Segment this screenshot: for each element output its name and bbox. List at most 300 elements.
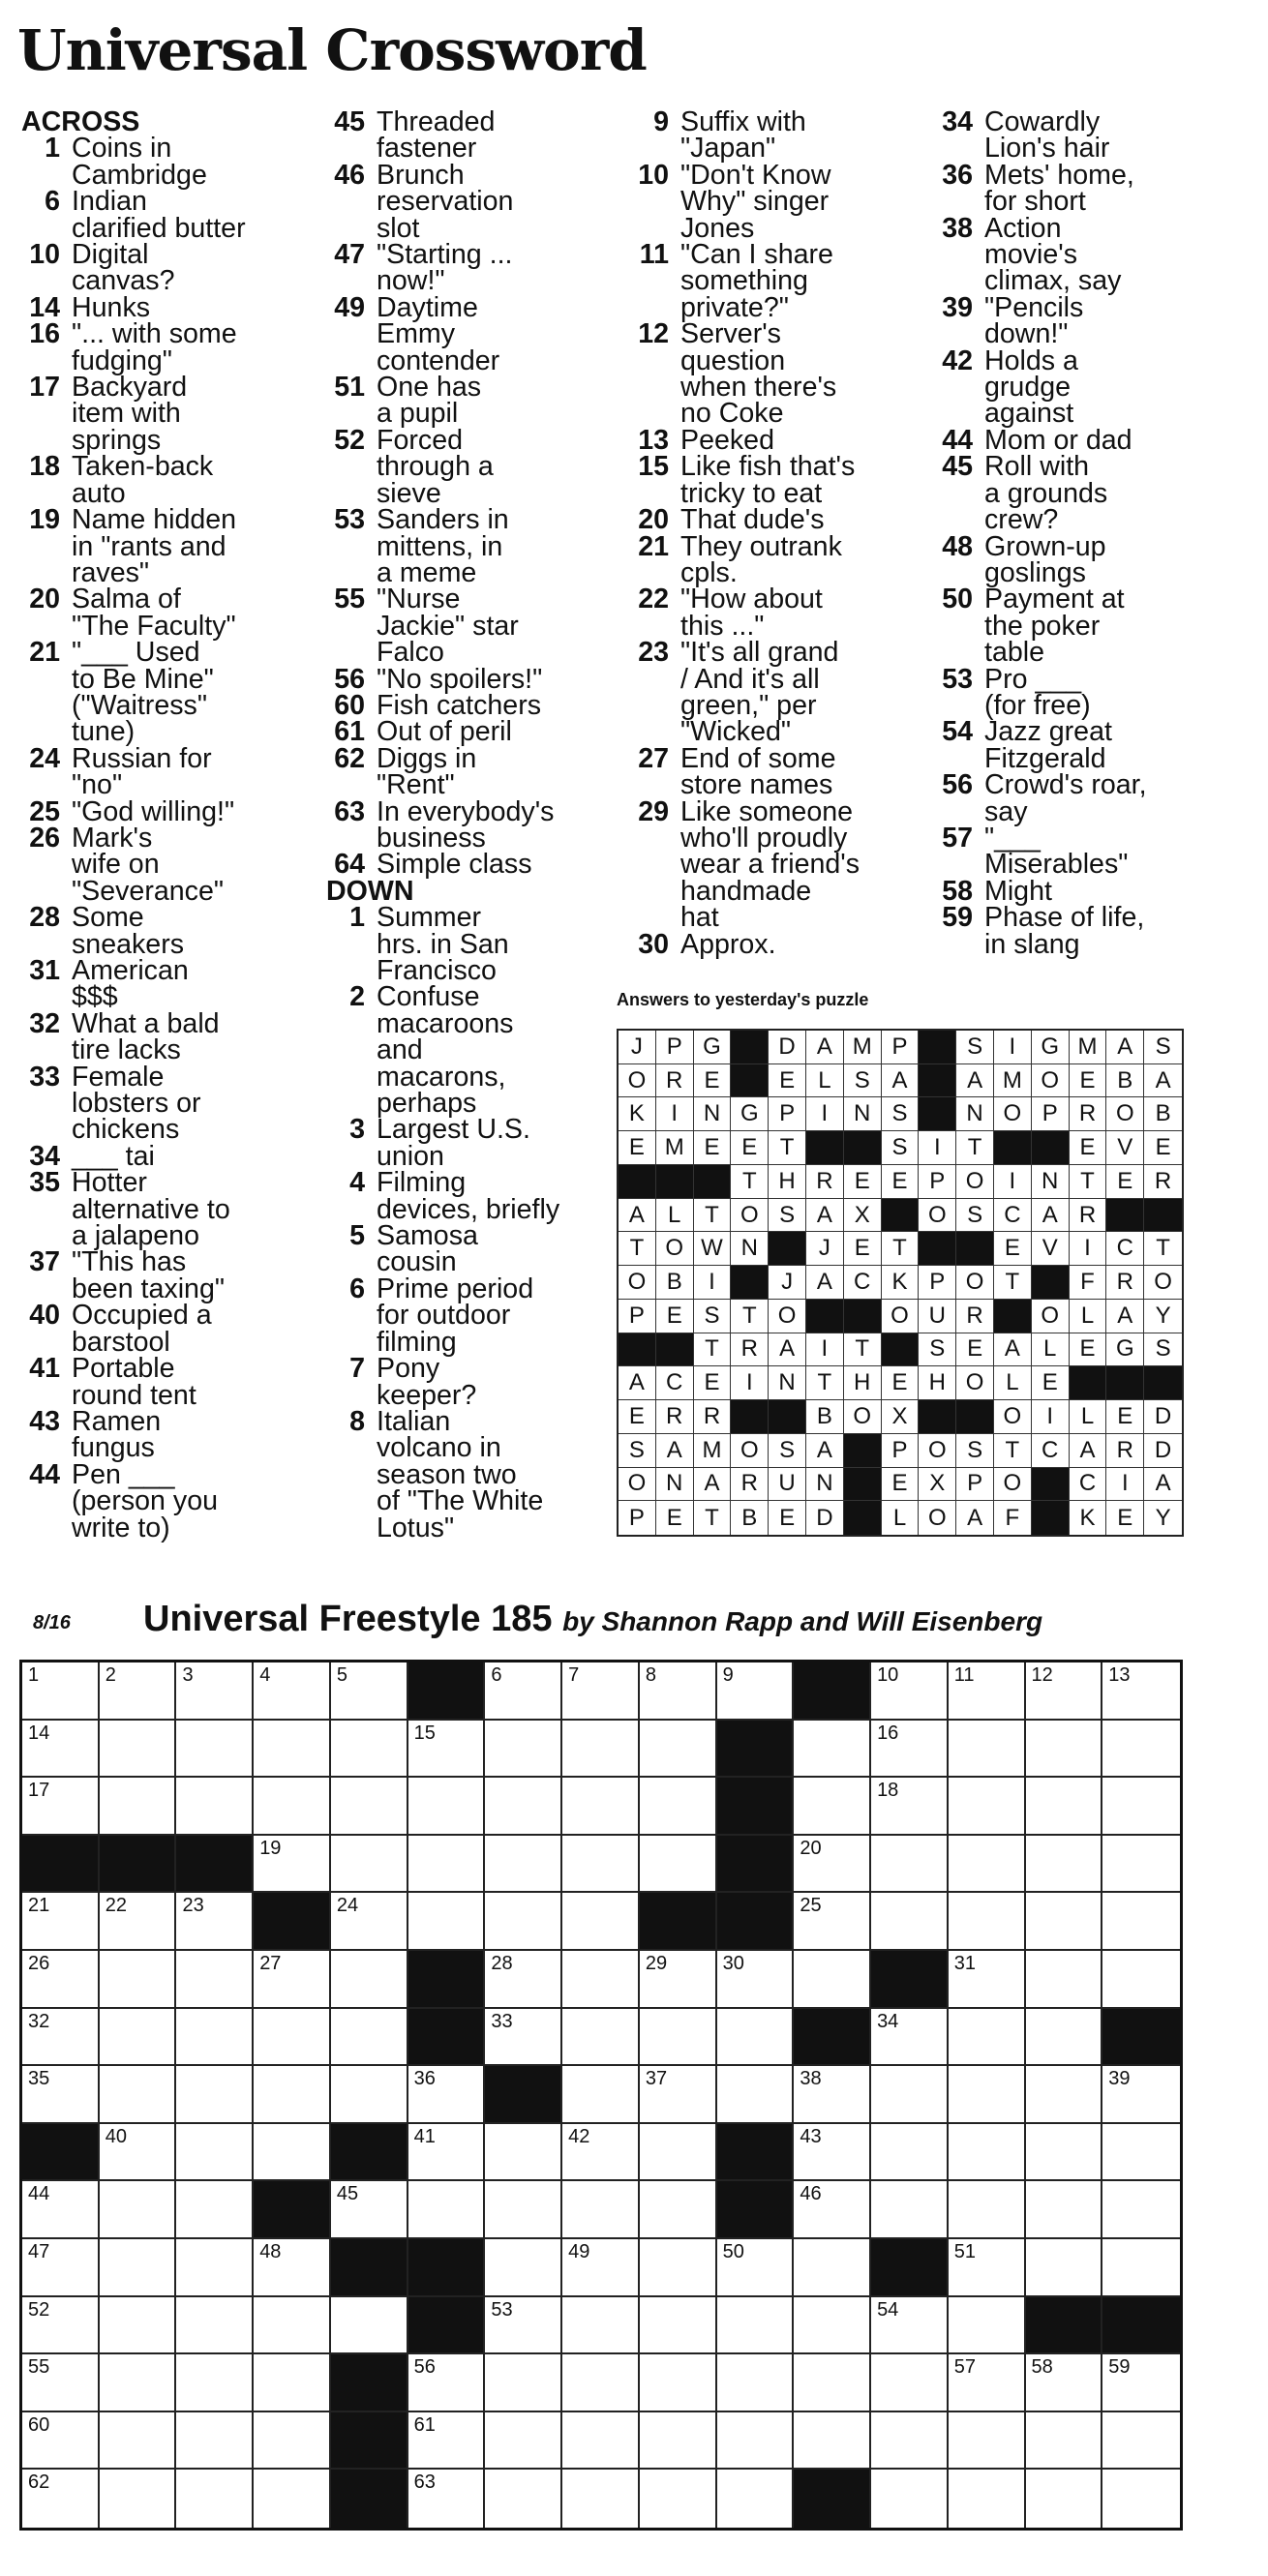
grid-cell[interactable]: [949, 2066, 1026, 2124]
grid-cell[interactable]: [100, 1951, 177, 2009]
grid-cell[interactable]: [717, 2009, 795, 2067]
grid-cell[interactable]: [22, 2066, 100, 2124]
clue-number: 8: [349, 1405, 365, 1437]
grid-cell[interactable]: [794, 1778, 871, 1836]
grid-cell[interactable]: [1026, 2412, 1103, 2471]
answer-block: [882, 1199, 920, 1233]
clue-line: slot: [377, 212, 420, 244]
grid-cell[interactable]: [331, 2066, 408, 2124]
grid-number: 43: [800, 2125, 822, 2147]
clue-line: "Japan": [680, 133, 776, 165]
grid-block: [1102, 2009, 1180, 2067]
grid-cell[interactable]: [485, 1778, 562, 1836]
grid-cell[interactable]: [485, 2470, 562, 2528]
grid-cell[interactable]: [176, 1662, 254, 1721]
answer-letter: N: [1032, 1165, 1070, 1199]
grid-cell[interactable]: [100, 2181, 177, 2239]
grid-cell[interactable]: [254, 2297, 331, 2355]
grid-cell[interactable]: [640, 1778, 717, 1836]
grid-cell[interactable]: [562, 2354, 640, 2412]
clue-line: mittens, in: [377, 530, 503, 562]
grid-cell[interactable]: [485, 1662, 562, 1721]
clue-line: been taxing": [72, 1273, 226, 1304]
grid-cell[interactable]: [562, 1836, 640, 1894]
grid-cell[interactable]: [640, 2009, 717, 2067]
grid-cell[interactable]: [717, 2470, 795, 2528]
answer-letter: E: [1032, 1366, 1070, 1400]
grid-cell[interactable]: [176, 2412, 254, 2471]
grid-cell[interactable]: [871, 2124, 949, 2182]
clue-line: business: [377, 822, 486, 854]
grid-cell[interactable]: [100, 2009, 177, 2067]
grid-cell[interactable]: [254, 2239, 331, 2297]
grid-cell[interactable]: [562, 2297, 640, 2355]
grid-cell[interactable]: [408, 2412, 486, 2471]
clue: [326, 716, 609, 748]
clue-text: [680, 424, 919, 456]
grid-cell[interactable]: [949, 1893, 1026, 1951]
answer-letter: O: [619, 1468, 656, 1502]
grid-cell[interactable]: [949, 1721, 1026, 1779]
grid-cell[interactable]: [408, 1836, 486, 1894]
grid-cell[interactable]: [1102, 2181, 1180, 2239]
clue-line: Samosa: [377, 1220, 478, 1252]
grid-cell[interactable]: [100, 2470, 177, 2528]
clue-number: 4: [349, 1167, 365, 1199]
clue: [21, 586, 302, 640]
grid-cell[interactable]: [562, 2181, 640, 2239]
grid-cell[interactable]: [640, 2124, 717, 2182]
grid-cell[interactable]: [485, 2354, 562, 2412]
answer-letter: S: [694, 1300, 732, 1333]
clue: [326, 159, 609, 244]
grid-cell[interactable]: [794, 1893, 871, 1951]
clue: [21, 504, 302, 588]
grid-cell[interactable]: [640, 2181, 717, 2239]
grid-cell[interactable]: [871, 1778, 949, 1836]
grid-cell[interactable]: [717, 2297, 795, 2355]
grid-cell[interactable]: [640, 2470, 717, 2528]
clue-column-3: [630, 106, 919, 960]
grid-cell[interactable]: [871, 2009, 949, 2067]
clue-line: Cambridge: [72, 159, 207, 191]
clue-line: Confuse: [377, 981, 480, 1013]
grid-cell[interactable]: [22, 2412, 100, 2471]
grid-cell[interactable]: [794, 2181, 871, 2239]
grid-cell[interactable]: [871, 2412, 949, 2471]
grid-cell[interactable]: [794, 2124, 871, 2182]
grid-cell[interactable]: [640, 2297, 717, 2355]
clue-text: [72, 955, 302, 1013]
clue-line: Suffix with: [680, 106, 806, 137]
clue-line: canvas?: [72, 265, 175, 297]
grid-cell[interactable]: [640, 2239, 717, 2297]
grid-cell[interactable]: [1102, 2470, 1180, 2528]
answer-letter: L: [806, 1064, 844, 1098]
grid-cell[interactable]: [176, 2354, 254, 2412]
grid-cell[interactable]: [562, 1721, 640, 1779]
answer-letter: J: [619, 1031, 656, 1064]
grid-cell[interactable]: [717, 2239, 795, 2297]
grid-cell[interactable]: [1102, 2354, 1180, 2412]
grid-cell[interactable]: [562, 2124, 640, 2182]
grid-cell[interactable]: [100, 2124, 177, 2182]
clue: [934, 424, 1188, 456]
grid-cell[interactable]: [949, 1951, 1026, 2009]
grid-cell[interactable]: [408, 1778, 486, 1836]
answer-letter: T: [994, 1266, 1032, 1300]
grid-cell[interactable]: [22, 1951, 100, 2009]
clue-number: 61: [334, 716, 365, 748]
grid-cell[interactable]: [717, 1951, 795, 2009]
grid-cell[interactable]: [485, 1836, 562, 1894]
grid-cell[interactable]: [1026, 2124, 1103, 2182]
clue-line: Digital: [72, 239, 149, 271]
grid-cell[interactable]: [871, 2297, 949, 2355]
clue-line: Francisco: [377, 955, 497, 986]
clue-text: [377, 1273, 609, 1358]
grid-cell[interactable]: [22, 2009, 100, 2067]
grid-cell[interactable]: [1102, 1721, 1180, 1779]
grid-cell[interactable]: [176, 2181, 254, 2239]
grid-cell[interactable]: [1026, 1778, 1103, 1836]
clue-line: Falco: [377, 637, 444, 669]
answer-letter: E: [1070, 1333, 1107, 1367]
grid-cell[interactable]: [254, 2470, 331, 2528]
grid-cell[interactable]: [1026, 2181, 1103, 2239]
grid-cell[interactable]: [408, 2181, 486, 2239]
answer-letter: I: [994, 1165, 1032, 1199]
grid-cell[interactable]: [254, 2124, 331, 2182]
grid-cell[interactable]: [949, 2239, 1026, 2297]
grid-cell[interactable]: [562, 2066, 640, 2124]
grid-cell[interactable]: [871, 1662, 949, 1721]
grid-cell[interactable]: [640, 1721, 717, 1779]
grid-cell[interactable]: [485, 2009, 562, 2067]
grid-cell[interactable]: [794, 2354, 871, 2412]
grid-cell[interactable]: [176, 2297, 254, 2355]
clue-line: Ramen: [72, 1405, 162, 1437]
grid-cell[interactable]: [794, 1721, 871, 1779]
grid-cell[interactable]: [562, 2239, 640, 2297]
grid-cell[interactable]: [408, 2354, 486, 2412]
grid-cell[interactable]: [22, 2297, 100, 2355]
clue-line: devices, briefly: [377, 1193, 560, 1225]
answer-block: [994, 1300, 1032, 1333]
grid-cell[interactable]: [331, 2009, 408, 2067]
clue: [21, 1061, 302, 1146]
grid-cell[interactable]: [176, 2009, 254, 2067]
clue-number: 6: [349, 1273, 365, 1304]
grid-cell[interactable]: [254, 2009, 331, 2067]
grid-cell[interactable]: [794, 1836, 871, 1894]
answer-block: [1106, 1199, 1144, 1233]
grid-cell[interactable]: [408, 2124, 486, 2182]
clue: [934, 291, 1188, 350]
answer-letter: T: [731, 1300, 769, 1333]
clue-line: and: [377, 1034, 423, 1066]
clue-number: 34: [29, 1140, 60, 1172]
grid-cell[interactable]: [176, 2239, 254, 2297]
clue-line: Largest U.S.: [377, 1114, 530, 1146]
clue: [630, 318, 919, 430]
grid-cell[interactable]: [408, 2066, 486, 2124]
grid-number: 35: [28, 2068, 50, 2090]
grid-cell[interactable]: [949, 2470, 1026, 2528]
grid-cell[interactable]: [1102, 2412, 1180, 2471]
grid-cell[interactable]: [1026, 1893, 1103, 1951]
grid-cell[interactable]: [949, 2009, 1026, 2067]
clue-text: [377, 374, 609, 428]
answer-letter: P: [882, 1434, 920, 1468]
grid-cell[interactable]: [949, 2412, 1026, 2471]
clue: [21, 1167, 302, 1252]
grid-number: 24: [336, 1895, 359, 1917]
grid-cell[interactable]: [871, 2181, 949, 2239]
grid-number: 6: [491, 1664, 502, 1686]
grid-cell[interactable]: [871, 2066, 949, 2124]
grid-cell[interactable]: [871, 1893, 949, 1951]
grid-cell[interactable]: [331, 2181, 408, 2239]
grid-cell[interactable]: [640, 1836, 717, 1894]
grid-cell[interactable]: [640, 1951, 717, 2009]
grid-number: 63: [413, 2471, 436, 2494]
grid-cell[interactable]: [871, 2470, 949, 2528]
grid-cell[interactable]: [22, 1721, 100, 1779]
clue-text: [377, 902, 609, 986]
grid-cell[interactable]: [100, 1778, 177, 1836]
grid-cell[interactable]: [1026, 1951, 1103, 2009]
grid-cell[interactable]: [331, 1836, 408, 1894]
grid-cell[interactable]: [485, 2239, 562, 2297]
answer-letter: O: [844, 1400, 882, 1434]
grid-cell[interactable]: [485, 2181, 562, 2239]
grid-cell[interactable]: [485, 2412, 562, 2471]
grid-cell[interactable]: [408, 1721, 486, 1779]
clue-line: private?": [680, 291, 789, 323]
grid-cell[interactable]: [949, 2297, 1026, 2355]
grid-number: 26: [28, 1952, 50, 1974]
grid-cell[interactable]: [331, 1778, 408, 1836]
grid-cell[interactable]: [949, 2124, 1026, 2182]
answer-letter: O: [994, 1400, 1032, 1434]
clue-line: In everybody's: [377, 795, 555, 827]
grid-cell[interactable]: [717, 2412, 795, 2471]
grid-cell[interactable]: [254, 1721, 331, 1779]
grid-cell[interactable]: [717, 2066, 795, 2124]
grid-cell[interactable]: [562, 2009, 640, 2067]
answer-letter: T: [731, 1165, 769, 1199]
answer-block: [1070, 1366, 1107, 1400]
grid-block: [794, 2009, 871, 2067]
grid-cell[interactable]: [176, 1721, 254, 1779]
grid-cell[interactable]: [331, 1951, 408, 2009]
grid-cell[interactable]: [1102, 2066, 1180, 2124]
clue-text: [72, 1007, 302, 1066]
grid-cell[interactable]: [176, 1778, 254, 1836]
answer-letter: A: [619, 1199, 656, 1233]
answer-letter: O: [882, 1300, 920, 1333]
grid-cell[interactable]: [485, 1721, 562, 1779]
clue-number: 14: [29, 291, 60, 323]
clue: [630, 530, 919, 588]
grid-cell[interactable]: [485, 2124, 562, 2182]
grid-number: 39: [1108, 2068, 1131, 2090]
clue-number: 42: [942, 344, 973, 376]
grid-cell[interactable]: [22, 2181, 100, 2239]
answer-letter: B: [806, 1400, 844, 1434]
grid-cell[interactable]: [794, 2239, 871, 2297]
grid-cell[interactable]: [100, 2066, 177, 2124]
clue: [630, 586, 919, 640]
grid-cell[interactable]: [1102, 1951, 1180, 2009]
clue-number: 64: [334, 849, 365, 881]
grid-number: 47: [28, 2240, 50, 2262]
answer-letter: A: [882, 1064, 920, 1098]
answer-block: [769, 1400, 806, 1434]
answer-letter: S: [769, 1434, 806, 1468]
clue-text: [984, 716, 1188, 774]
answer-letter: E: [656, 1501, 694, 1535]
grid-cell[interactable]: [22, 2354, 100, 2412]
grid-cell[interactable]: [22, 2239, 100, 2297]
grid-cell[interactable]: [562, 2470, 640, 2528]
grid-cell[interactable]: [1102, 2124, 1180, 2182]
answer-letter: S: [956, 1031, 994, 1064]
grid-cell[interactable]: [562, 1951, 640, 2009]
grid-cell[interactable]: [794, 2412, 871, 2471]
clue: [326, 424, 609, 509]
grid-cell[interactable]: [871, 1721, 949, 1779]
clue-text: [377, 716, 609, 748]
grid-cell[interactable]: [1102, 1778, 1180, 1836]
grid-number: 56: [413, 2356, 436, 2379]
grid-cell[interactable]: [254, 2066, 331, 2124]
clue-line: / And it's all: [680, 663, 820, 695]
grid-block: [408, 2239, 486, 2297]
clue-line: a pupil: [377, 398, 459, 430]
grid-cell[interactable]: [485, 2297, 562, 2355]
grid-cell[interactable]: [949, 1778, 1026, 1836]
clue-line: Action: [984, 212, 1062, 244]
grid-cell[interactable]: [562, 2412, 640, 2471]
grid-cell[interactable]: [562, 1778, 640, 1836]
grid-cell[interactable]: [640, 1662, 717, 1721]
grid-cell[interactable]: [254, 2412, 331, 2471]
grid-cell[interactable]: [176, 1951, 254, 2009]
grid-cell[interactable]: [22, 2470, 100, 2528]
grid-cell[interactable]: [100, 1662, 177, 1721]
grid-cell[interactable]: [871, 2354, 949, 2412]
grid-cell[interactable]: [100, 2354, 177, 2412]
grid-cell[interactable]: [1026, 2066, 1103, 2124]
grid-cell[interactable]: [331, 1721, 408, 1779]
grid-number: 21: [28, 1895, 50, 1917]
grid-cell[interactable]: [794, 2297, 871, 2355]
grid-cell[interactable]: [1102, 1662, 1180, 1721]
answer-letter: E: [956, 1333, 994, 1367]
grid-cell[interactable]: [1026, 1836, 1103, 1894]
grid-cell[interactable]: [254, 1662, 331, 1721]
grid-cell[interactable]: [408, 1893, 486, 1951]
grid-cell[interactable]: [100, 2297, 177, 2355]
grid-cell[interactable]: [562, 1662, 640, 1721]
grid-cell[interactable]: [100, 2412, 177, 2471]
grid-cell[interactable]: [1026, 2470, 1103, 2528]
grid-block: [408, 2009, 486, 2067]
grid-cell[interactable]: [717, 1662, 795, 1721]
grid-block: [254, 1893, 331, 1951]
grid-cell[interactable]: [1026, 2009, 1103, 2067]
grid-cell[interactable]: [640, 2066, 717, 2124]
clue-text: [72, 318, 302, 376]
grid-cell[interactable]: [1026, 1662, 1103, 1721]
clue: [326, 689, 609, 721]
clue-line: Fish catchers: [377, 689, 542, 721]
grid-cell[interactable]: [949, 2181, 1026, 2239]
clue-text: [72, 504, 302, 588]
grid-cell[interactable]: [176, 2124, 254, 2182]
answer-block: [844, 1468, 882, 1502]
grid-cell[interactable]: [1026, 2239, 1103, 2297]
grid-cell[interactable]: [485, 1893, 562, 1951]
grid-cell[interactable]: [254, 2354, 331, 2412]
grid-cell[interactable]: [254, 1778, 331, 1836]
grid-cell[interactable]: [176, 2066, 254, 2124]
grid-cell[interactable]: [254, 1951, 331, 2009]
grid-cell[interactable]: [22, 1778, 100, 1836]
answer-block: [919, 1097, 956, 1131]
grid-cell[interactable]: [949, 1836, 1026, 1894]
grid-cell[interactable]: [408, 2470, 486, 2528]
clue-number: 34: [942, 106, 973, 137]
grid-cell[interactable]: [1102, 1893, 1180, 1951]
grid-cell[interactable]: [331, 2297, 408, 2355]
grid-cell[interactable]: [100, 1893, 177, 1951]
grid-cell[interactable]: [176, 2470, 254, 2528]
grid-cell[interactable]: [22, 1893, 100, 1951]
grid-cell[interactable]: [871, 1836, 949, 1894]
grid-cell[interactable]: [176, 1893, 254, 1951]
clue-text: [72, 374, 302, 454]
grid-cell[interactable]: [331, 1662, 408, 1721]
answer-letter: P: [619, 1300, 656, 1333]
grid-cell[interactable]: [794, 1951, 871, 2009]
grid-cell[interactable]: [794, 2066, 871, 2124]
grid-cell[interactable]: [100, 2239, 177, 2297]
grid-cell[interactable]: [1102, 1836, 1180, 1894]
grid-cell[interactable]: [949, 2354, 1026, 2412]
grid-cell[interactable]: [562, 1893, 640, 1951]
clue-line: End of some: [680, 742, 836, 774]
grid-number: 1: [28, 1664, 40, 1686]
grid-cell[interactable]: [1026, 2354, 1103, 2412]
grid-cell[interactable]: [640, 2412, 717, 2471]
clue-text: [377, 981, 609, 1120]
grid-cell[interactable]: [640, 2354, 717, 2412]
grid-cell[interactable]: [1026, 1721, 1103, 1779]
grid-cell[interactable]: [1102, 2239, 1180, 2297]
grid-cell[interactable]: [949, 1662, 1026, 1721]
grid-cell[interactable]: [254, 1836, 331, 1894]
grid-number: 62: [28, 2471, 50, 2494]
grid-cell[interactable]: [717, 2354, 795, 2412]
grid-cell[interactable]: [22, 1662, 100, 1721]
clue-text: [984, 451, 1188, 536]
grid-cell[interactable]: [331, 1893, 408, 1951]
grid-cell[interactable]: [100, 1721, 177, 1779]
grid-cell[interactable]: [485, 1951, 562, 2009]
